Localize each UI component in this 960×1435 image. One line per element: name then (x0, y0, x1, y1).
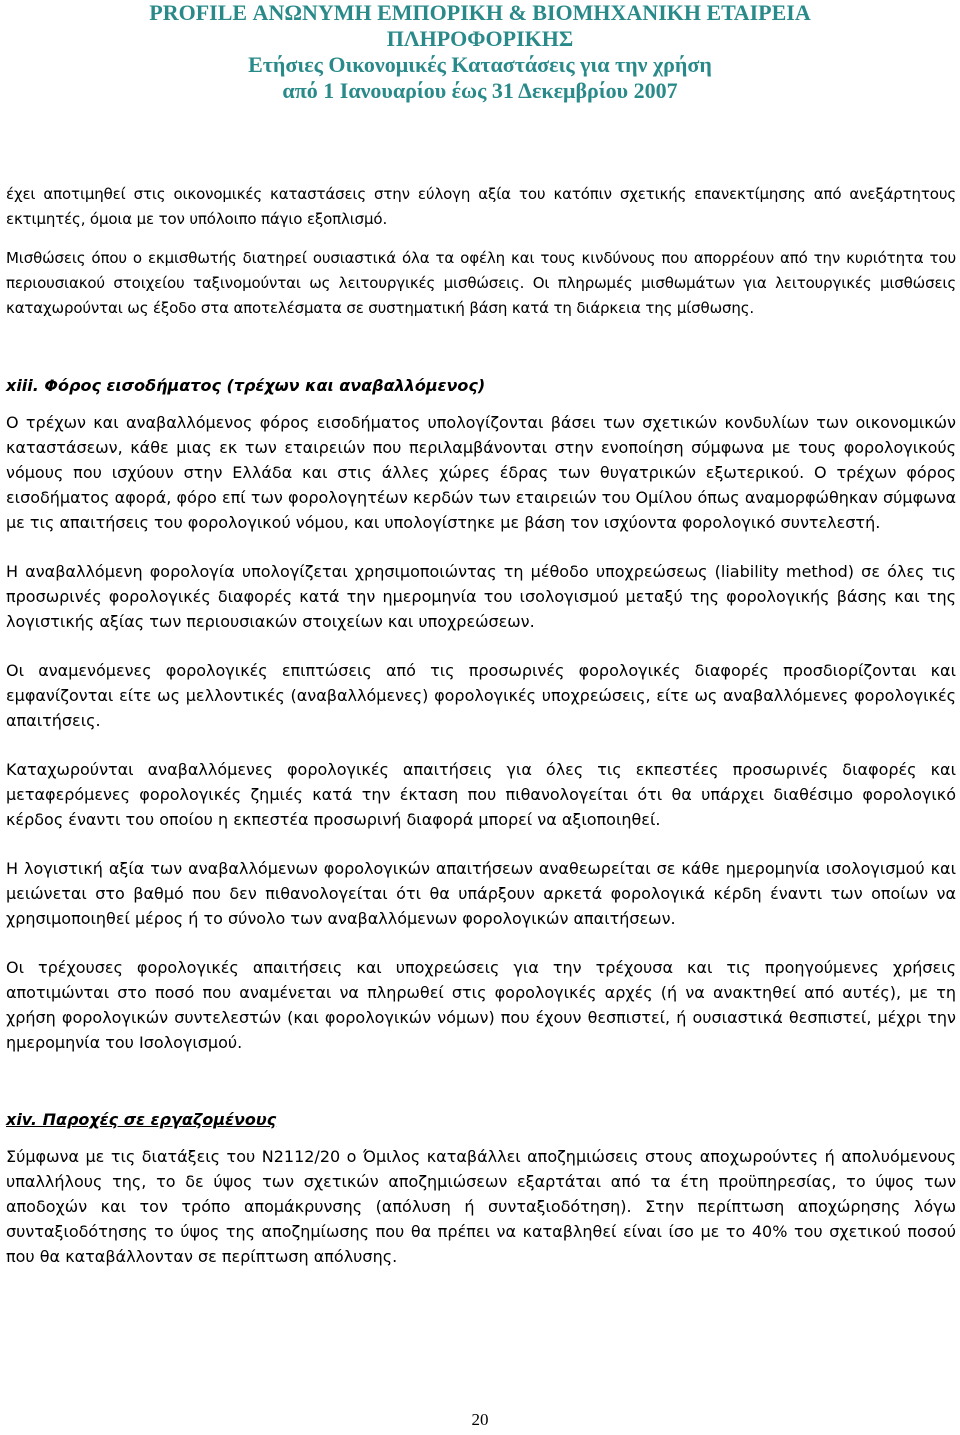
section-xiv-heading: xiv. Παροχές σε εργαζομένους (6, 1110, 277, 1129)
section-xiii-heading: xiii. Φόρος εισοδήματος (τρέχων και αναβαλλόμενος) (6, 376, 486, 395)
section-xiii-paragraph-2: Η αναβαλλόμενη φορολογία υπολογίζεται χρησιμοποιώντας τη μέθοδο υποχρεώσεως (liability method) σε όλες τις προσωρινές φορολογικές διαφορές κατά την ημερομηνία του ισολογισμού μεταξύ της φορολογικής βάσης και της λογιστικής αξίας των περιουσιακών στοιχείων και υποχρεώσεων. (6, 562, 956, 631)
page-number: 20 (471, 1410, 489, 1429)
section-xiii-paragraph-5: Η λογιστική αξία των αναβαλλόμενων φορολογικών απαιτήσεων αναθεωρείται σε κάθε ημερομηνία ισολογισμού και μειώνεται στο βαθμό που δεν πιθανολογείται ότι θα υπάρξουν αρκετά φορολογικά κέρδη έναντι των οποίων να χρησιμοποιηθεί μέρος ή το σύνολο των αναβαλλόμενων φορολογικών απαιτήσεων. (6, 859, 956, 928)
section-xiii-paragraph-6: Οι τρέχουσες φορολογικές απαιτήσεις και υποχρεώσεις για την τρέχουσα και τις προηγούμενες χρήσεις αποτιμώνται στο ποσό που αναμένεται να πληρωθεί στις φορολογικές αρχές (ή να ανακτηθεί από αυτές), με τη χρήση φορολογικών συντελεστών (και φορολογικών νόμων) που έχουν θεσπιστεί, ή ουσιαστικά θεσπιστεί, μέχρι την ημερομηνία του Ισολογισμού. (6, 958, 956, 1052)
company-name-line-1: PROFILE ΑΝΩΝΥΜΗ ΕΜΠΟΡΙΚΗ & ΒΙΟΜΗΧΑΝΙΚΗ ΕΤΑΙΡΕΙΑ (149, 0, 811, 25)
leases-paragraph: Μισθώσεις όπου ο εκμισθωτής διατηρεί ουσιαστικά όλα τα οφέλη και τους κινδύνους που απορρέουν από την κυριότητα του περιουσιακού στοιχείου ταξινομούνται ως λειτουργικές μισθώσεις. Οι πληρωμές μισθωμάτων για λειτουργικές μισθώσεις καταχωρούνται ως έξοδο στα αποτελέσματα σε συστηματική βάση κατά τη διάρκεια της μίσθωσης. (6, 249, 956, 317)
company-name-line-2: ΠΛΗΡΟΦΟΡΙΚΗΣ (386, 26, 574, 51)
section-xiii-paragraph-3: Οι αναμενόμενες φορολογικές επιπτώσεις από τις προσωρινές φορολογικές διαφορές προσδιορίζονται και εμφανίζονται είτε ως μελλοντικές (αναβαλλόμενες) φορολογικές υποχρεώσεις, είτε ως αναβαλλόμενες φορολογικές απαιτήσεις. (6, 661, 956, 730)
report-title: Ετήσιες Οικονομικές Καταστάσεις για την χρήση (248, 52, 712, 77)
section-xiii-paragraph-1: Ο τρέχων και αναβαλλόμενος φόρος εισοδήματος υπολογίζονται βάσει των σχετικών κονδυλίων των οικονομικών καταστάσεων, κάθε μιας εκ των εταιρειών που περιλαμβάνονται στην ενοποίηση σύμφωνα με τους φορολογικούς νόμους που ισχύουν στην Ελλάδα και στις άλλες χώρες έδρας των θυγατρικών εξωτερικού. Ο τρέχων φόρος εισοδήματος αφορά, φόρο επί των φορολογητέων κερδών των εταιρειών του Ομίλου όπως αναμορφώθηκαν σύμφωνα με τις απαιτήσεις του φορολογικού νόμου, και υπολογίστηκε με βάση τον ισχύοντα φορολογικό συντελεστή. (6, 413, 956, 532)
page-content (6, 182, 956, 1269)
section-xiii-paragraph-4: Καταχωρούνται αναβαλλόμενες φορολογικές απαιτήσεις για όλες τις εκπεστέες προσωρινές διαφορές και μεταφερόμενες φορολογικές ζημιές κατά την έκταση που πιθανολογείται ότι θα υπάρχει διαθέσιμο φορολογικό κέρδος έναντι του οποίου η εκπεστέα προσωρινή διαφορά μπορεί να αξιοποιηθεί. (6, 760, 956, 829)
report-period: από 1 Ιανουαρίου έως 31 Δεκεμβρίου 2007 (282, 78, 678, 103)
section-xiv-paragraph: Σύμφωνα με τις διατάξεις του Ν2112/20 ο Όμιλος καταβάλλει αποζημιώσεις στους αποχωρούντες ή απολυόμενους υπαλλήλους της, το δε ύψος των σχετικών αποζημιώσεων εξαρτάται από τα έτη προϋπηρεσίας, το ύψος των αποδοχών και τον τρόπο απομάκρυνσης (απόλυση ή συνταξιοδότηση). Στην περίπτωση αποχώρησης λόγω συνταξιοδότησης το ύψος της αποζημίωσης που θα πρέπει να καταβληθεί είναι ίσο με το 40% του σχετικού ποσού που θα καταβάλλονταν σε περίπτωση απόλυσης. (6, 1147, 956, 1266)
document-header (0, 0, 960, 104)
continuation-paragraph: έχει αποτιμηθεί στις οικονομικές καταστάσεις στην εύλογη αξία του κατόπιν σχετικής επανεκτίμησης από ανεξάρτητους εκτιμητές, όμοια με τον υπόλοιπο πάγιο εξοπλισμό. (6, 185, 956, 228)
